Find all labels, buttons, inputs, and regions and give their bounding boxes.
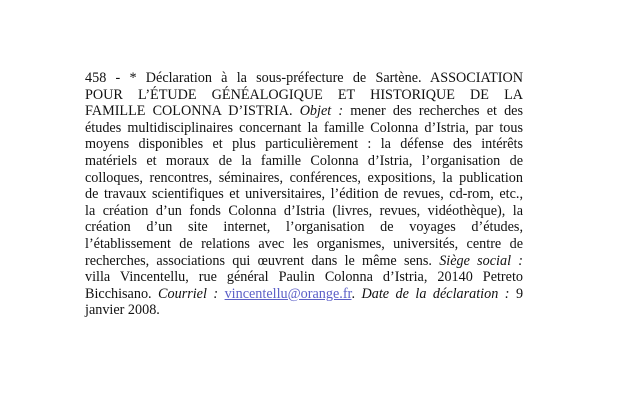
- notice-text: de travaux scientifiques et universitaires, l’édition de revues, cd-rom, etc.,: [85, 186, 523, 203]
- courriel-label: Courriel :: [158, 285, 219, 302]
- notice-text: la création d’un fonds Colonna d’Istria (livres, revues, vidéothèque), la: [85, 202, 523, 219]
- notice-text: POUR L’ÉTUDE GÉNÉALOGIQUE ET HISTORIQUE DE LA: [85, 86, 523, 103]
- notice-text: colloques, rencontres, séminaires, conférences, expositions, la publication: [85, 169, 523, 186]
- notice-line: [85, 253, 523, 270]
- notice-text: mener des recherches et des: [343, 103, 524, 120]
- notice-line: [85, 269, 523, 286]
- notice-line: [85, 70, 523, 87]
- notice-line: [85, 103, 523, 120]
- notice-line: [85, 219, 523, 236]
- notice-text: villa Vincentellu, rue général Paulin Colonna d’Istria, 20140 Petreto: [85, 269, 523, 286]
- siege-social-label: Siège social :: [439, 252, 524, 269]
- notice-line: [85, 302, 523, 319]
- notice-line: [85, 186, 523, 203]
- notice-text: création d’un site internet, l’organisation de voyages d’études,: [85, 219, 523, 236]
- notice-text: janvier 2008.: [85, 302, 160, 319]
- notice-line: [85, 286, 523, 303]
- notice-text: 458 - * Déclaration à la sous-préfecture de Sartène. ASSOCIATION: [85, 70, 523, 86]
- notice-text: Bicchisano.: [85, 285, 159, 302]
- notice-text: matériels et moraux de la famille Colonna d’Istria, l’organisation de: [85, 152, 523, 169]
- notice-text: FAMILLE COLONNA D’ISTRIA.: [85, 103, 300, 120]
- notice-text: .: [351, 285, 362, 302]
- notice-line: [85, 170, 523, 187]
- objet-label: Objet :: [299, 103, 344, 120]
- email-link[interactable]: vincentellu@orange.fr: [224, 285, 352, 302]
- notice-text: l’établissement de relations avec les organismes, universités, centre de: [85, 235, 523, 252]
- date-declaration-label: Date de la déclaration :: [361, 285, 510, 302]
- notice-text: études multidisciplinaires concernant la famille Colonna d’Istria, par tous: [85, 119, 523, 136]
- notice-line: [85, 236, 523, 253]
- association-notice: [85, 70, 523, 319]
- notice-line: [85, 153, 523, 170]
- notice-line: [85, 136, 523, 153]
- notice-line: [85, 120, 523, 137]
- notice-line: [85, 203, 523, 220]
- notice-line: [85, 87, 523, 104]
- notice-text: 9: [509, 285, 524, 302]
- notice-text: recherches, associations qui œuvrent dans le même sens.: [85, 252, 440, 269]
- notice-text: moyens disponibles et plus particulièrement : la défense des intérêts: [85, 136, 523, 153]
